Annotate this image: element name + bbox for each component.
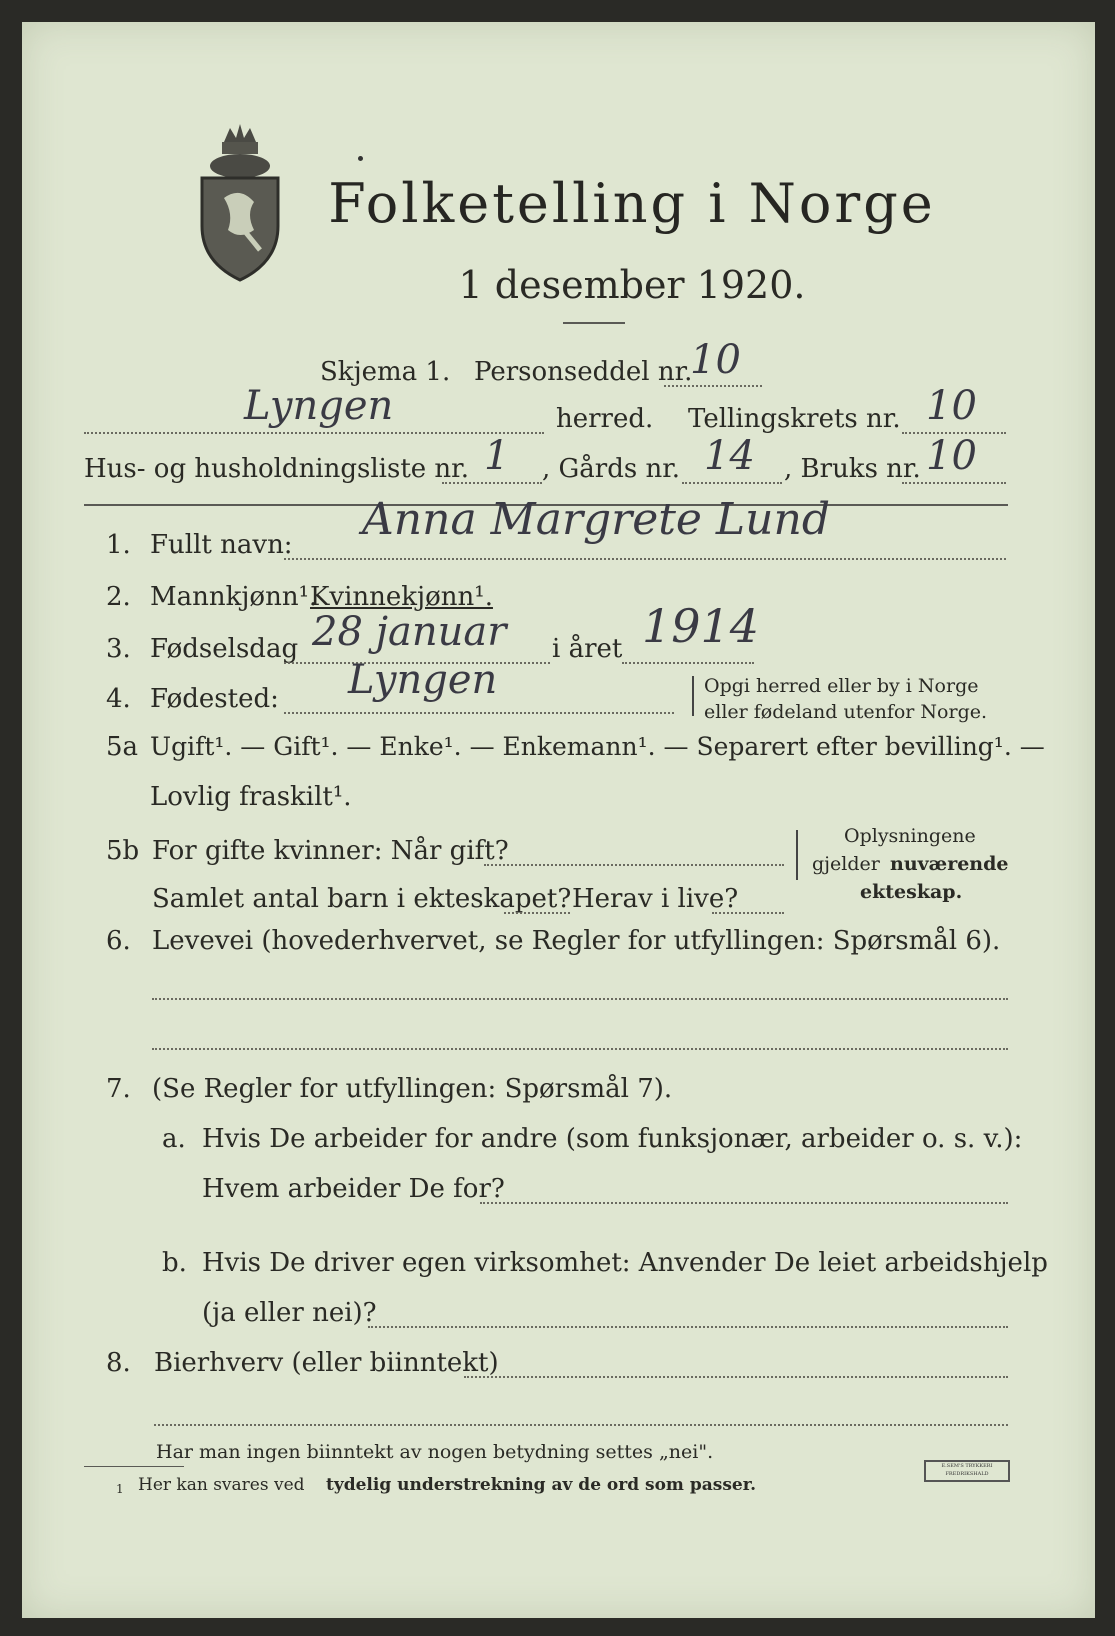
q7b-letter: b. bbox=[162, 1248, 187, 1278]
q5b-note-line-3: ekteskap. bbox=[860, 881, 963, 903]
q5b-note-line-2b: nuværende bbox=[890, 853, 1009, 875]
q3-year-label: i året bbox=[552, 634, 623, 664]
gards-label: , Gårds nr. bbox=[542, 454, 681, 484]
q7a-line-1: Hvis De arbeider for andre (som funksjonær, arbeider o. s. v.): bbox=[202, 1124, 1023, 1154]
norwegian-coat-of-arms-icon bbox=[194, 122, 286, 282]
q7a-answer-line bbox=[480, 1202, 1008, 1204]
q8-number: 8. bbox=[106, 1348, 131, 1378]
q5b-note-brace bbox=[796, 830, 804, 880]
personseddel-value[interactable]: 10 bbox=[690, 337, 741, 383]
census-form bbox=[22, 22, 1095, 1618]
birth-year-value[interactable]: 1914 bbox=[642, 599, 760, 653]
husholdningsliste-value[interactable]: 1 bbox=[484, 433, 510, 479]
q6-label: Levevei (hovederhvervet, se Regler for utfyllingen: Spørsmål 6). bbox=[152, 926, 1001, 956]
printer-stamp-line-2: FREDRIKSHALD bbox=[945, 1471, 989, 1477]
q7b-line-2: (ja eller nei)? bbox=[202, 1298, 377, 1328]
form-title: Folketelling i Norge bbox=[328, 172, 936, 235]
q5b-children-label: Samlet antal barn i ekteskapet? bbox=[152, 884, 572, 914]
q8-note: Har man ingen biinntekt av nogen betydning settes „nei". bbox=[156, 1441, 714, 1463]
q4-line bbox=[284, 712, 674, 714]
q2-male-option: Mannkjønn¹. bbox=[150, 582, 318, 612]
q7b-line-1: Hvis De driver egen virksomhet: Anvender De leiet arbeidshjelp bbox=[202, 1248, 1048, 1278]
census-date: 1 desember 1920. bbox=[458, 263, 806, 307]
full-name-value[interactable]: Anna Margrete Lund bbox=[362, 494, 830, 545]
q5b-note-line-2a: gjelder bbox=[812, 853, 880, 875]
q4-number: 4. bbox=[106, 684, 131, 714]
q6-line-2 bbox=[152, 1048, 1008, 1050]
q5b-alive-line bbox=[712, 912, 784, 914]
footnote-text-a: Her kan svares ved bbox=[138, 1475, 305, 1495]
q2-female-option[interactable]: Kvinnekjønn¹. bbox=[310, 582, 493, 612]
birth-date-value[interactable]: 28 januar bbox=[312, 609, 507, 655]
skjema-label: Skjema 1. bbox=[320, 357, 451, 387]
bruks-value[interactable]: 10 bbox=[926, 433, 977, 479]
husholdningsliste-line bbox=[442, 482, 542, 484]
q5a-options-line-2: Lovlig fraskilt¹. bbox=[150, 782, 352, 812]
tellingskrets-label: Tellingskrets nr. bbox=[688, 404, 901, 434]
q5b-married-label: For gifte kvinner: Når gift? bbox=[152, 836, 509, 866]
bruks-label: , Bruks nr. bbox=[784, 454, 921, 484]
herred-line bbox=[84, 432, 544, 434]
q5b-number: 5b bbox=[106, 836, 140, 866]
personseddel-label: Personseddel nr. bbox=[474, 357, 693, 387]
footnote-text-b: tydelig understrekning av de ord som passer. bbox=[326, 1475, 757, 1495]
q7-number: 7. bbox=[106, 1074, 131, 1104]
herred-value[interactable]: Lyngen bbox=[244, 383, 394, 429]
q4-note-brace bbox=[692, 676, 700, 716]
q3-label: Fødselsdag bbox=[150, 634, 299, 664]
q7a-letter: a. bbox=[162, 1124, 186, 1154]
printer-stamp-line-1: E.SEM'S TRYKKERI bbox=[941, 1463, 993, 1469]
q5b-children-line bbox=[504, 912, 570, 914]
q4-note-line-1: Opgi herred eller by i Norge bbox=[704, 675, 979, 697]
q8-answer-line bbox=[464, 1376, 1008, 1378]
q5b-note-line-1: Oplysningene bbox=[844, 825, 976, 847]
q4-label: Fødested: bbox=[150, 684, 279, 714]
printer-stamp bbox=[924, 1460, 1010, 1482]
birthplace-value[interactable]: Lyngen bbox=[348, 657, 498, 703]
gards-value[interactable]: 14 bbox=[704, 433, 755, 479]
q8-answer-line-2 bbox=[154, 1424, 1008, 1426]
ink-dot bbox=[358, 156, 363, 161]
herred-label: herred. bbox=[556, 404, 654, 434]
tellingskrets-value[interactable]: 10 bbox=[926, 383, 977, 429]
q3-number: 3. bbox=[106, 634, 131, 664]
q7a-line-2: Hvem arbeider De for? bbox=[202, 1174, 505, 1204]
q4-note-line-2: eller fødeland utenfor Norge. bbox=[704, 701, 988, 723]
husholdningsliste-label: Hus- og husholdningsliste nr. bbox=[84, 454, 470, 484]
q1-number: 1. bbox=[106, 530, 131, 560]
q6-line-1 bbox=[152, 998, 1008, 1000]
title-divider bbox=[563, 322, 625, 324]
q5a-number: 5a bbox=[106, 732, 139, 762]
q5a-options-line-1: Ugift¹. — Gift¹. — Enke¹. — Enkemann¹. — Separert efter bevilling¹. — bbox=[150, 732, 1045, 761]
q7b-answer-line bbox=[368, 1326, 1008, 1328]
personseddel-line bbox=[664, 385, 762, 387]
gards-line bbox=[682, 482, 782, 484]
q7-label: (Se Regler for utfyllingen: Spørsmål 7). bbox=[152, 1074, 673, 1104]
q3-year-line bbox=[622, 662, 754, 664]
footnote-marker: 1 bbox=[116, 1482, 124, 1496]
q5b-alive-label: Herav i live? bbox=[572, 884, 739, 914]
q6-number: 6. bbox=[106, 926, 131, 956]
q1-label: Fullt navn: bbox=[150, 530, 293, 560]
q5b-married-line bbox=[484, 864, 784, 866]
bruks-line bbox=[902, 482, 1006, 484]
q8-label: Bierhverv (eller biinntekt) bbox=[154, 1348, 499, 1378]
footnote-divider bbox=[84, 1466, 184, 1467]
q1-line bbox=[284, 558, 1006, 560]
q2-number: 2. bbox=[106, 582, 131, 612]
